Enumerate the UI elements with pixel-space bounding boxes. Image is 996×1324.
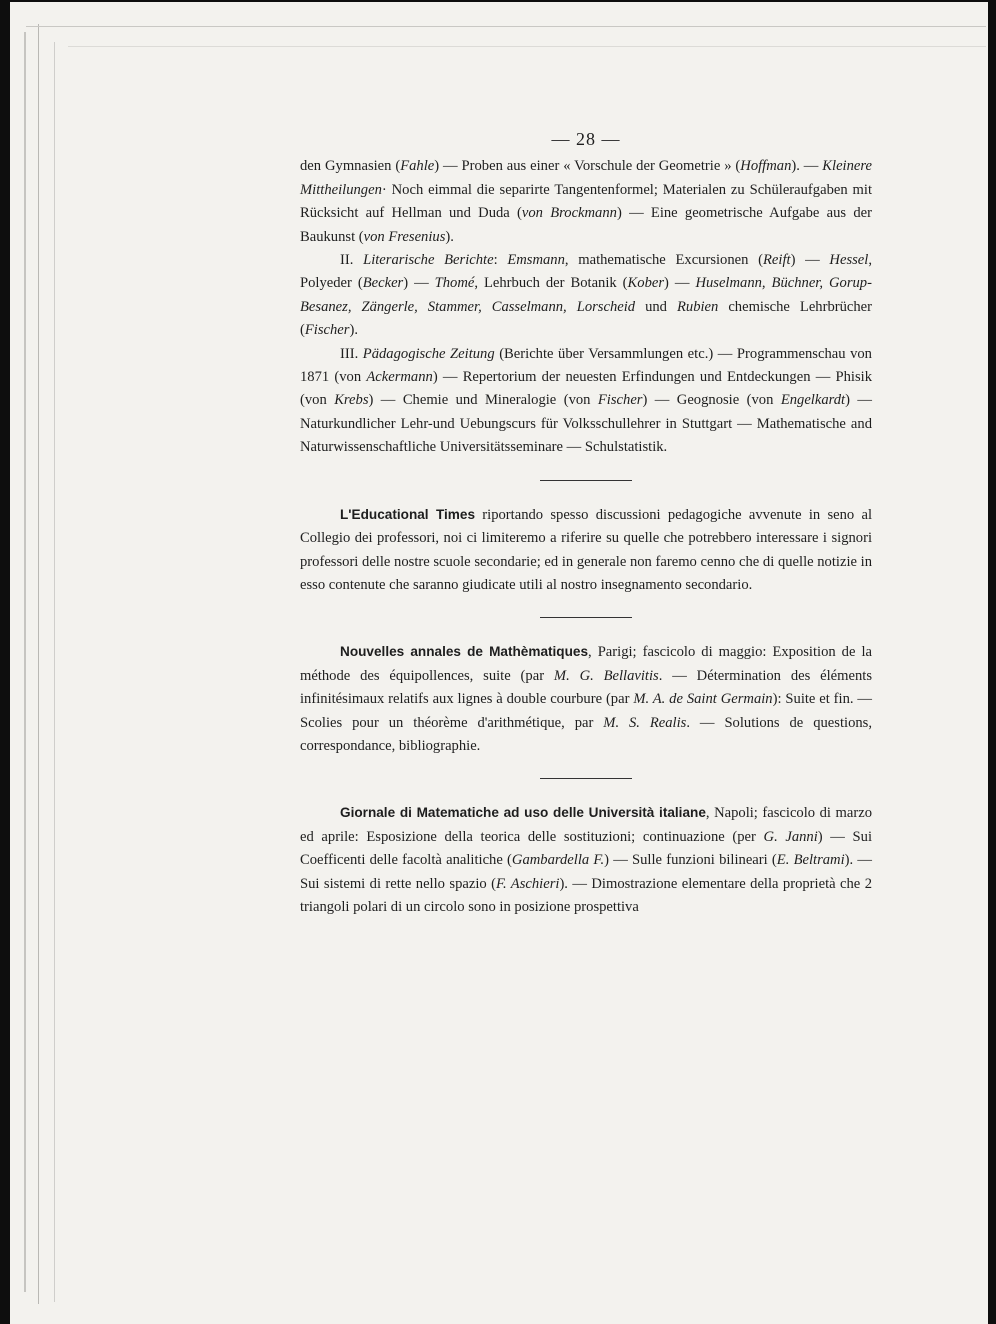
journal-title: L'Educational Times [340,506,476,522]
section-divider [540,617,632,618]
paragraph-journal-contents: den Gymnasien (Fahle) — Proben aus einer « Vorschule der Geometrie » (Hoffman). — Kleinere Mittheilungen· Noch eimmal die separirte Tangentenformel; Materialen zu Schüleraufgaben mit Rücksicht auf Hellman und Duda (von Brockmann) — Eine geometrische Aufgabe aus der Baukunst (von Fresenius). [300,158,873,245]
page-number: — 28 — [551,129,621,149]
page-edge [54,42,55,1302]
section-divider [540,778,632,779]
paragraph-nouvelles-annales: Nouvelles annales de Mathèmatiques, Parigi; fascicolo di maggio: Exposition de la méthode des équipollences, suite (par M. G. Bellavitis. — Détermination des éléments infinitésimaux relatifs aux lignes à double courbure (par M. A. de Saint Germain): Suite et fin. — Scolies pour un théorème d'arithmétique, par M. S. Realis. — Solutions de questions, correspondance, bibliographie. [300,644,873,754]
page-edge [26,26,986,27]
journal-title: Giornale di Matematiche ad uso delle Università italiane [340,805,706,821]
page-edge [24,32,26,1292]
page-edge [38,24,39,1304]
paragraph-literarische-berichte: II. Literarische Berichte: Emsmann, mathematische Excursionen (Reift) — Hessel, Polyeder (Becker) — Thomé, Lehrbuch der Botanik (Kober) — Huselmann, Büchner, Gorup-Besanez, Zängerle, Stammer, Casselmann, Lorscheid und Rubien chemische Lehrbrücher (Fischer). [300,252,873,339]
paragraph-giornale-matematiche: Giornale di Matematiche ad uso delle Università italiane, Napoli; fascicolo di marzo ed aprile: Esposizione della teorica delle sostituzioni; continuazione (per G. Janni) — Sui Coefficenti delle facoltà analitiche (Gambardella F.) — Sulle funzioni bilineari (E. Beltrami). — Sui sistemi di rette nello spazio (F. Aschieri). — Dimostrazione elementare della proprietà che 2 triangoli polari di un circolo sono in posizione prospettiva [300,805,873,915]
page-content [300,128,872,919]
page-edge [68,46,986,47]
paragraph-educational-times: L'Educational Times riportando spesso discussioni pedagogiche avvenute in seno al Collegio dei professori, noi ci limiteremo a riferire su quelle che potrebbero interessare i signori professori delle nostre scuole secondarie; ed in generale non faremo cenno che di quelle notizie in esso contenute che saranno giudicate utili al nostro insegnamento secondario. [300,506,872,593]
section-divider [540,480,632,481]
paragraph-paedagogische-zeitung: III. Pädagogische Zeitung (Berichte über Versammlungen etc.) — Programmenschau von 1871 (von Ackermann) — Repertorium der neuesten Erfindungen und Entdeckungen — Phisik (von Krebs) — Chemie und Mineralogie (von Fischer) — Geognosie (von Engelkardt) — Naturkundlicher Lehr-und Uebungscurs für Volksschullehrer in Stuttgart — Mathematische and Naturwissenschaftliche Universitätsseminare — Schulstatistik. [300,345,873,456]
journal-title: Nouvelles annales de Mathèmatiques [340,644,589,660]
